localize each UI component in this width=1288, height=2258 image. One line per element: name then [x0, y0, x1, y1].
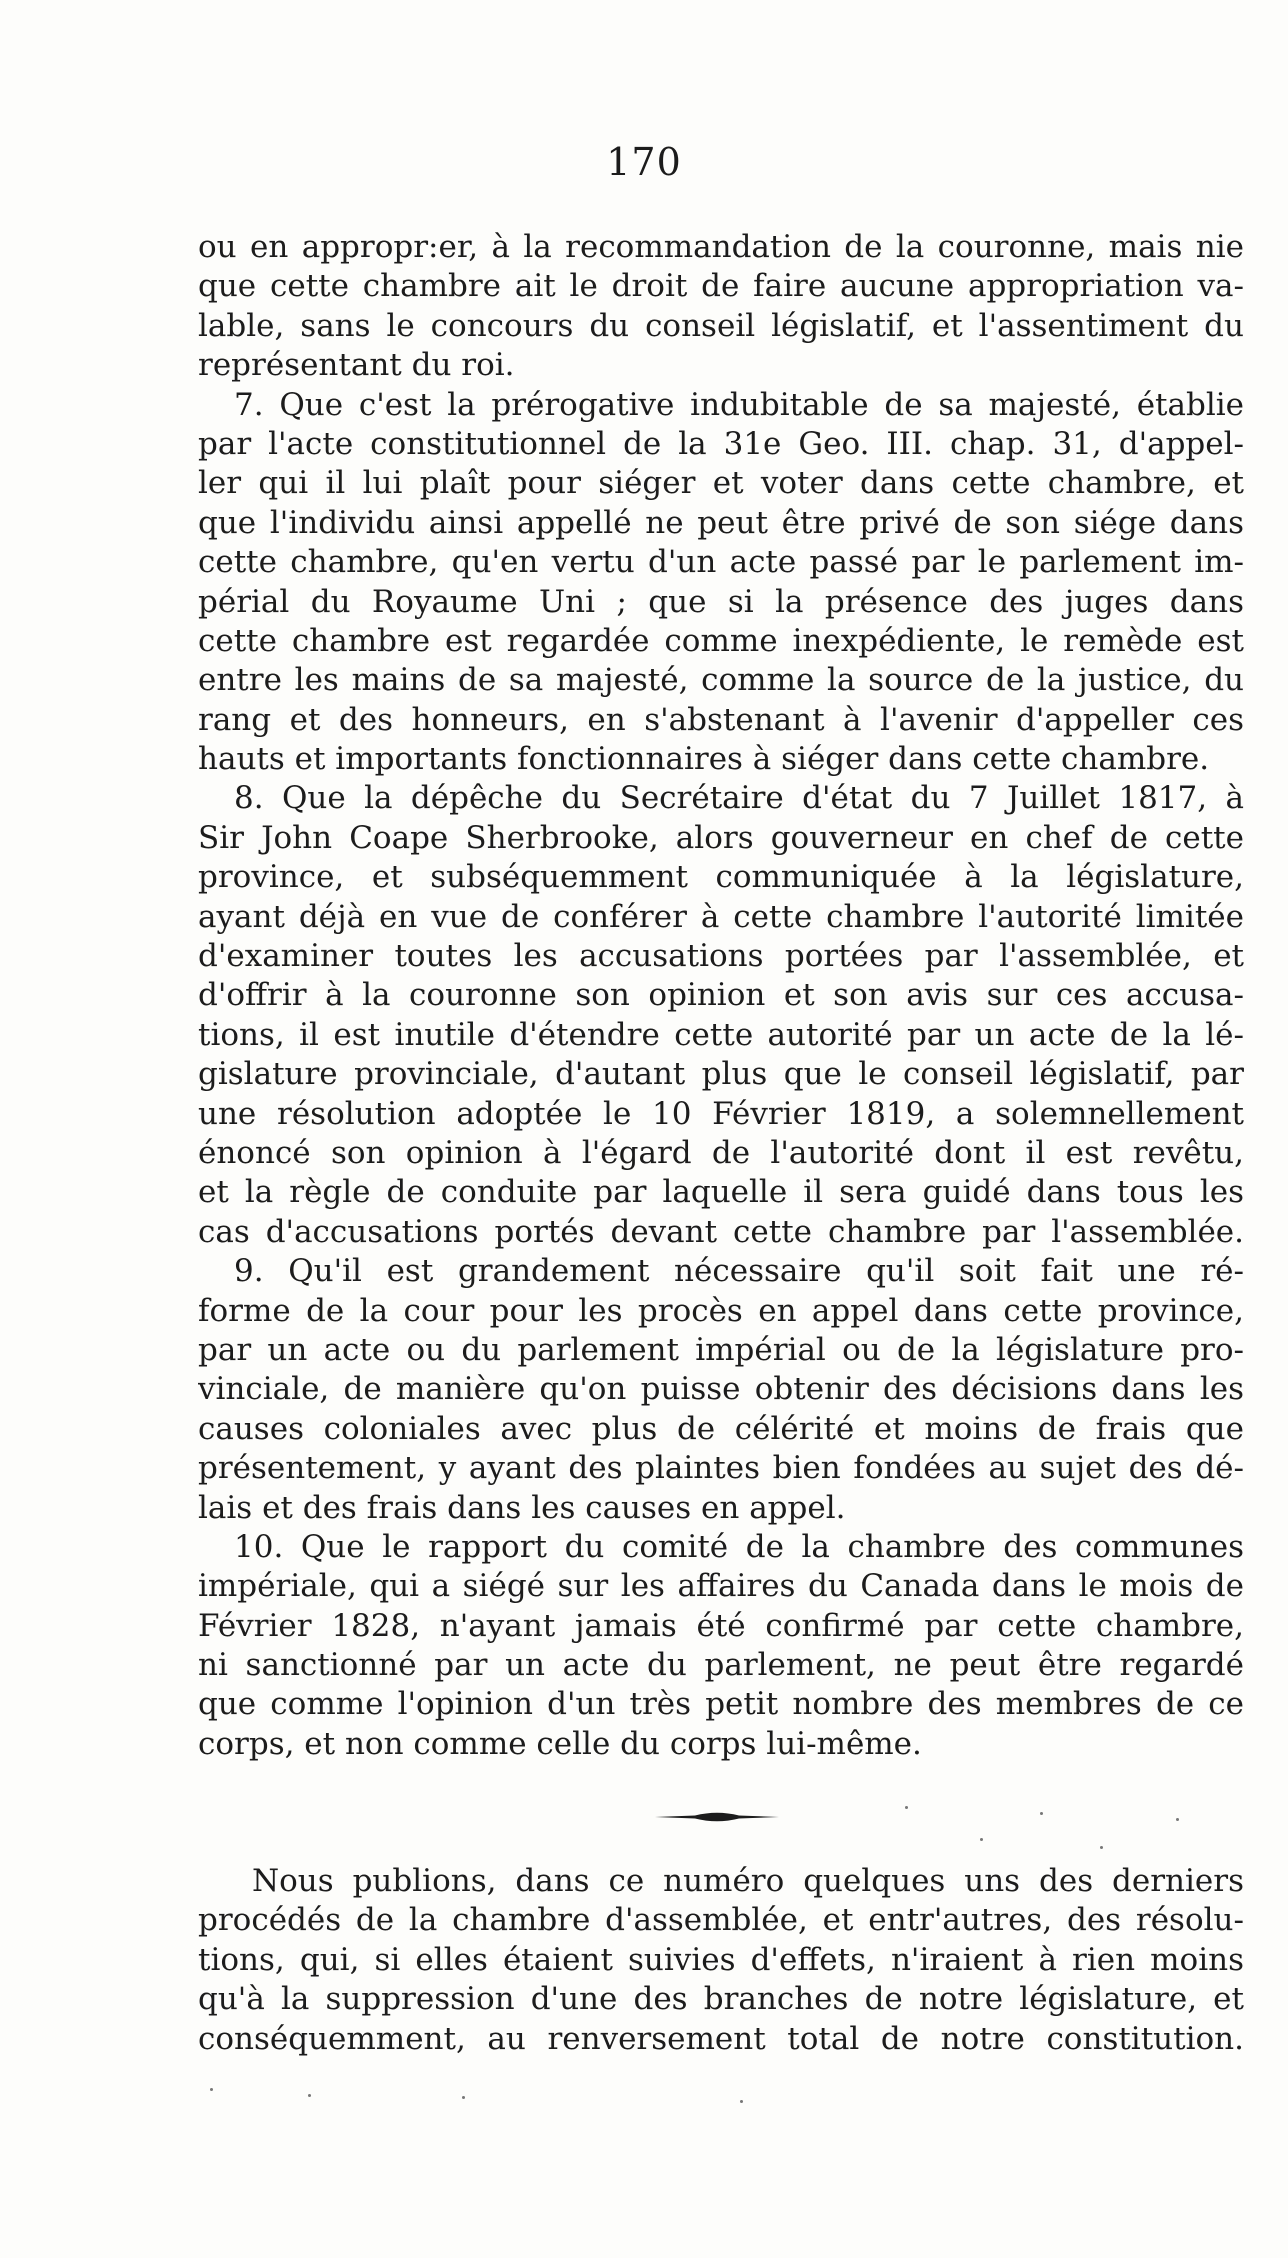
- text-line: lais et des frais dans les causes en appel.: [198, 1489, 846, 1526]
- text-line: d'examiner toutes les accusations portées par l'assemblée, et: [198, 938, 1244, 975]
- text-line: cette chambre est regardée comme inexpédiente, le remède est: [198, 622, 1244, 659]
- text-line: que comme l'opinion d'un très petit nombre des membres de ce: [198, 1686, 1244, 1723]
- text-line: périal du Royaume Uni ; que si la présence des juges dans: [198, 583, 1244, 620]
- text-line: cette chambre, qu'en vertu d'un acte passé par le parlement im-: [198, 544, 1244, 581]
- text-line: par l'acte constitutionnel de la 31e Geo. III. chap. 31, d'appel-: [198, 425, 1244, 462]
- text-line: gislature provinciale, d'autant plus que le conseil législatif, par: [198, 1056, 1244, 1093]
- text-line: rang et des honneurs, en s'abstenant à l'avenir d'appeller ces: [198, 701, 1244, 738]
- text-line: Nous publions, dans ce numéro quelques uns des derniers: [252, 1863, 1244, 1899]
- text-line: par un acte ou du parlement impérial ou de la législature pro-: [198, 1331, 1244, 1368]
- text-line: présentement, y ayant des plaintes bien fondées au sujet des dé-: [198, 1450, 1244, 1487]
- text-line: une résolution adoptée le 10 Février 1819, a solemnellement: [198, 1095, 1244, 1132]
- text-line: vinciale, de manière qu'on puisse obtenir des décisions dans les: [198, 1371, 1244, 1408]
- text-line: procédés de la chambre d'assemblée, et entr'autres, des résolu-: [198, 1902, 1244, 1939]
- paragraph-continuation: [198, 228, 1244, 386]
- text-line: causes coloniales avec plus de célérité et moins de frais que: [198, 1410, 1244, 1447]
- text-line: qu'à la suppression d'une des branches de notre législature, et: [198, 1981, 1244, 2018]
- text-line: 8. Que la dépêche du Secrétaire d'état du 7 Juillet 1817, à: [234, 780, 1244, 817]
- text-line: et la règle de conduite par laquelle il sera guidé dans tous les: [198, 1174, 1244, 1211]
- resolutions-text: [198, 228, 1244, 1764]
- text-line: tions, qui, si elles étaient suivies d'effets, n'iraient à rien moins: [198, 1941, 1244, 1978]
- text-line: lable, sans le concours du conseil législatif, et l'assentiment du: [198, 307, 1244, 344]
- text-line: ni sanctionné par un acte du parlement, ne peut être regardé: [198, 1647, 1244, 1684]
- page-number: 170: [606, 140, 682, 184]
- text-line: 7. Que c'est la prérogative indubitable de sa majesté, établie: [234, 386, 1244, 423]
- text-line: entre les mains de sa majesté, comme la source de la justice, du: [198, 662, 1244, 699]
- editorial-paragraph: [198, 1862, 1244, 2059]
- text-line: province, et subséquemment communiquée à la législature,: [198, 859, 1244, 896]
- text-line: corps, et non comme celle du corps lui-même.: [198, 1725, 922, 1762]
- resolution-7: [198, 386, 1244, 780]
- text-line: ler qui il lui plaît pour siéger et voter dans cette chambre, et: [198, 465, 1244, 502]
- text-line: 10. Que le rapport du comité de la chambre des communes: [234, 1528, 1244, 1565]
- text-line: ayant déjà en vue de conférer à cette chambre l'autorité limitée: [198, 898, 1244, 935]
- text-line: que l'individu ainsi appellé ne peut être privé de son siége dans: [198, 504, 1244, 541]
- text-line: Sir John Coape Sherbrooke, alors gouverneur en chef de cette: [198, 819, 1244, 856]
- text-line: représentant du roi.: [198, 347, 515, 384]
- text-line: ou en appropr:er, à la recommandation de la couronne, mais nie: [198, 229, 1244, 265]
- text-line: hauts et importants fonctionnaires à siéger dans cette chambre.: [198, 741, 1210, 778]
- horizontal-rule-ornament-icon: [655, 1810, 779, 1824]
- text-line: cas d'accusations portés devant cette chambre par l'assemblée.: [198, 1213, 1244, 1250]
- text-line: conséquemment, au renversement total de notre constitution.: [198, 2020, 1244, 2057]
- text-line: tions, il est inutile d'étendre cette autorité par un acte de la lé-: [198, 1016, 1244, 1053]
- resolution-9: [198, 1252, 1244, 1528]
- resolution-10: [198, 1528, 1244, 1764]
- resolution-8: [198, 779, 1244, 1252]
- text-line: impériale, qui a siégé sur les affaires du Canada dans le mois de: [198, 1568, 1244, 1605]
- text-line: que cette chambre ait le droit de faire aucune appropriation va-: [198, 268, 1244, 305]
- text-line: d'offrir à la couronne son opinion et son avis sur ces accusa-: [198, 977, 1244, 1014]
- text-line: énoncé son opinion à l'égard de l'autorité dont il est revêtu,: [198, 1134, 1244, 1171]
- text-line: Février 1828, n'ayant jamais été confirmé par cette chambre,: [198, 1607, 1244, 1644]
- text-line: 9. Qu'il est grandement nécessaire qu'il soit fait une ré-: [234, 1253, 1244, 1290]
- text-line: forme de la cour pour les procès en appel dans cette province,: [198, 1292, 1244, 1329]
